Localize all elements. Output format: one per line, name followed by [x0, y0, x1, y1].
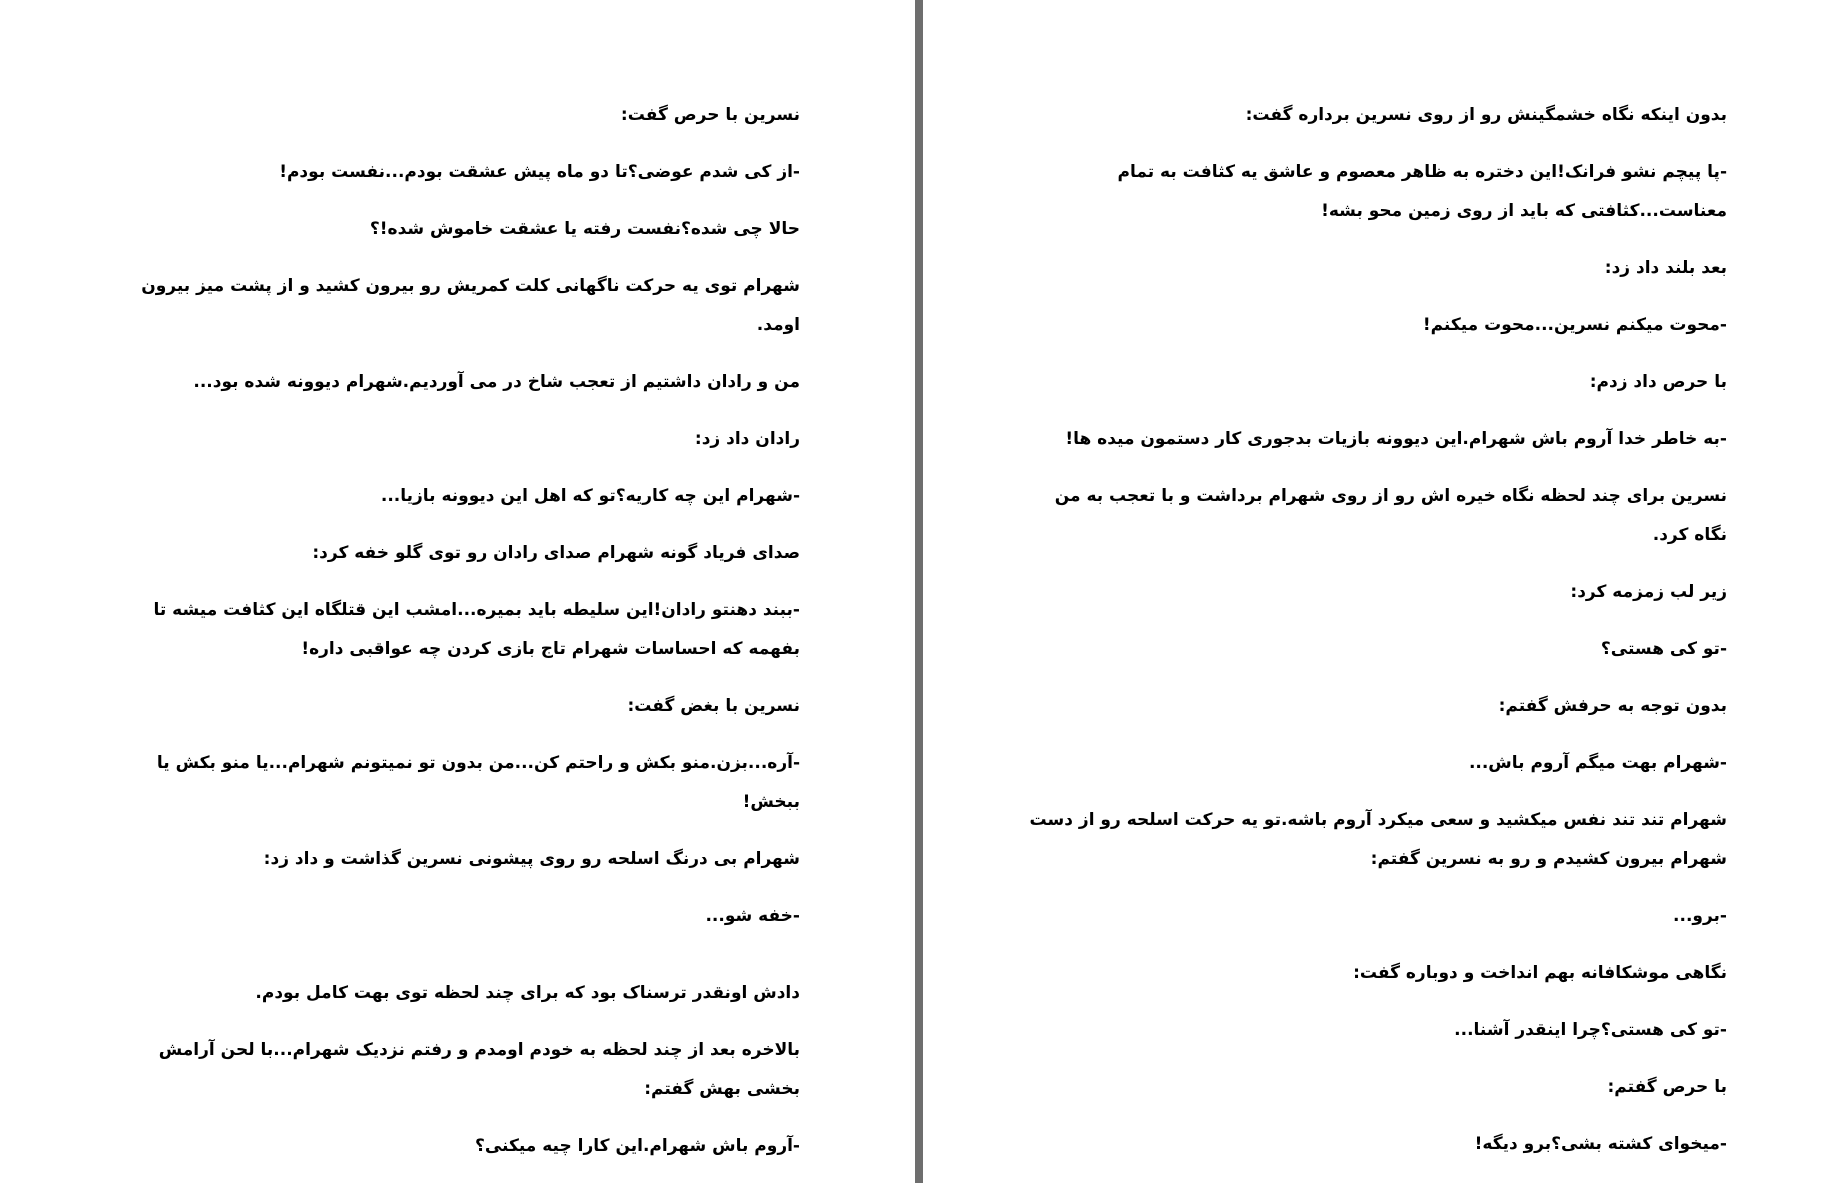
paragraph: بدون اینکه نگاه خشمگینش رو از روی نسرین برداره گفت:: [1245, 105, 1727, 125]
paragraph: صدای فریاد گونه شهرام صدای رادان رو توی گلو خفه کرد:: [312, 543, 800, 563]
paragraph: نگاهی موشکافانه بهم انداخت و دوباره گفت:: [1353, 963, 1727, 983]
paragraph: -آروم باش شهرام.این کارا چیه میکنی؟: [474, 1136, 800, 1156]
paragraph: بعد بلند داد زد:: [1604, 258, 1727, 278]
paragraph: -شهرام بهت میگم آروم باش...: [1468, 753, 1727, 773]
paragraph: زیر لب زمزمه کرد:: [1570, 582, 1727, 602]
paragraph: -محوت میکنم نسرین...محوت میکنم!: [1422, 315, 1727, 335]
right-page-text: [1027, 96, 1727, 1182]
paragraph: بالاخره بعد از چند لحظه به خودم اومدم و رفتم نزدیک شهرام...با لحن آرامش بخشی بهش گفتم:: [158, 1040, 800, 1099]
paragraph: نسرین با حرص گفت:: [620, 105, 800, 125]
page-divider: [915, 0, 923, 1183]
paragraph: -به خاطر خدا آروم باش شهرام.این دیوونه بازیات بدجوری کار دستمون میده ها!: [1065, 429, 1727, 449]
paragraph: -خفه شو...: [705, 906, 800, 926]
paragraph: -آره...بزن.منو بکش و راحتم کن...من بدون تو نمیتونم شهرام...یا منو بکش یا ببخش!: [156, 753, 800, 812]
paragraph: -شهرام این چه کاریه؟تو که اهل این دیوونه بازیا...: [380, 486, 800, 506]
paragraph: دادش اونقدر ترسناک بود که برای چند لحظه توی بهت کامل بودم.: [255, 983, 800, 1003]
paragraph: بدون توجه به حرفش گفتم:: [1498, 696, 1727, 716]
paragraph: شهرام بی درنگ اسلحه رو روی پیشونی نسرین گذاشت و داد زد:: [263, 849, 800, 869]
paragraph: -میخوای کشته بشی؟برو دیگه!: [1474, 1134, 1727, 1154]
right-page: [930, 0, 1839, 1183]
paragraph: -از کی شدم عوضی؟تا دو ماه پیش عشقت بودم...نفست بودم!: [279, 162, 800, 182]
paragraph: نسرین با بغض گفت:: [627, 696, 800, 716]
paragraph: با حرص گفتم:: [1607, 1077, 1727, 1097]
paragraph: حالا چی شده؟نفست رفته یا عشقت خاموش شده!؟: [369, 219, 800, 239]
paragraph: با حرص داد زدم:: [1589, 372, 1727, 392]
page-gutter: [910, 0, 930, 1183]
paragraph: -تو کی هستی؟چرا اینقدر آشنا...: [1454, 1020, 1727, 1040]
left-page-text: [100, 96, 800, 1183]
paragraph: شهرام توی یه حرکت ناگهانی کلت کمریش رو بیرون کشید و از پشت میز بیرون اومد.: [141, 276, 800, 335]
paragraph: -ببند دهنتو رادان!این سلیطه باید بمیره...امشب این قتلگاه این کثافت میشه تا بفهمه که احساسات شهرام تاج بازی کردن چه عواقبی داره!: [153, 600, 800, 659]
left-page: [0, 0, 910, 1183]
paragraph: شهرام تند تند نفس میکشید و سعی میکرد آروم باشه.تو یه حرکت اسلحه رو از دست شهرام بیرون کشیدم و رو به نسرین گفتم:: [1029, 810, 1727, 869]
paragraph: -برو...: [1673, 906, 1727, 926]
paragraph: نسرین برای چند لحظه نگاه خیره اش رو از روی شهرام برداشت و با تعجب به من نگاه کرد.: [1054, 486, 1727, 545]
paragraph: -پا پیچم نشو فرانک!این دختره به ظاهر معصوم و عاشق یه کثافت به تمام معناست...کثافتی که باید از روی زمین محو بشه!: [1117, 162, 1727, 221]
paragraph: من و رادان داشتیم از تعجب شاخ در می آوردیم.شهرام دیوونه شده بود...: [193, 372, 800, 392]
paragraph: رادان داد زد:: [694, 429, 800, 449]
paragraph: -تو کی هستی؟: [1600, 639, 1727, 659]
